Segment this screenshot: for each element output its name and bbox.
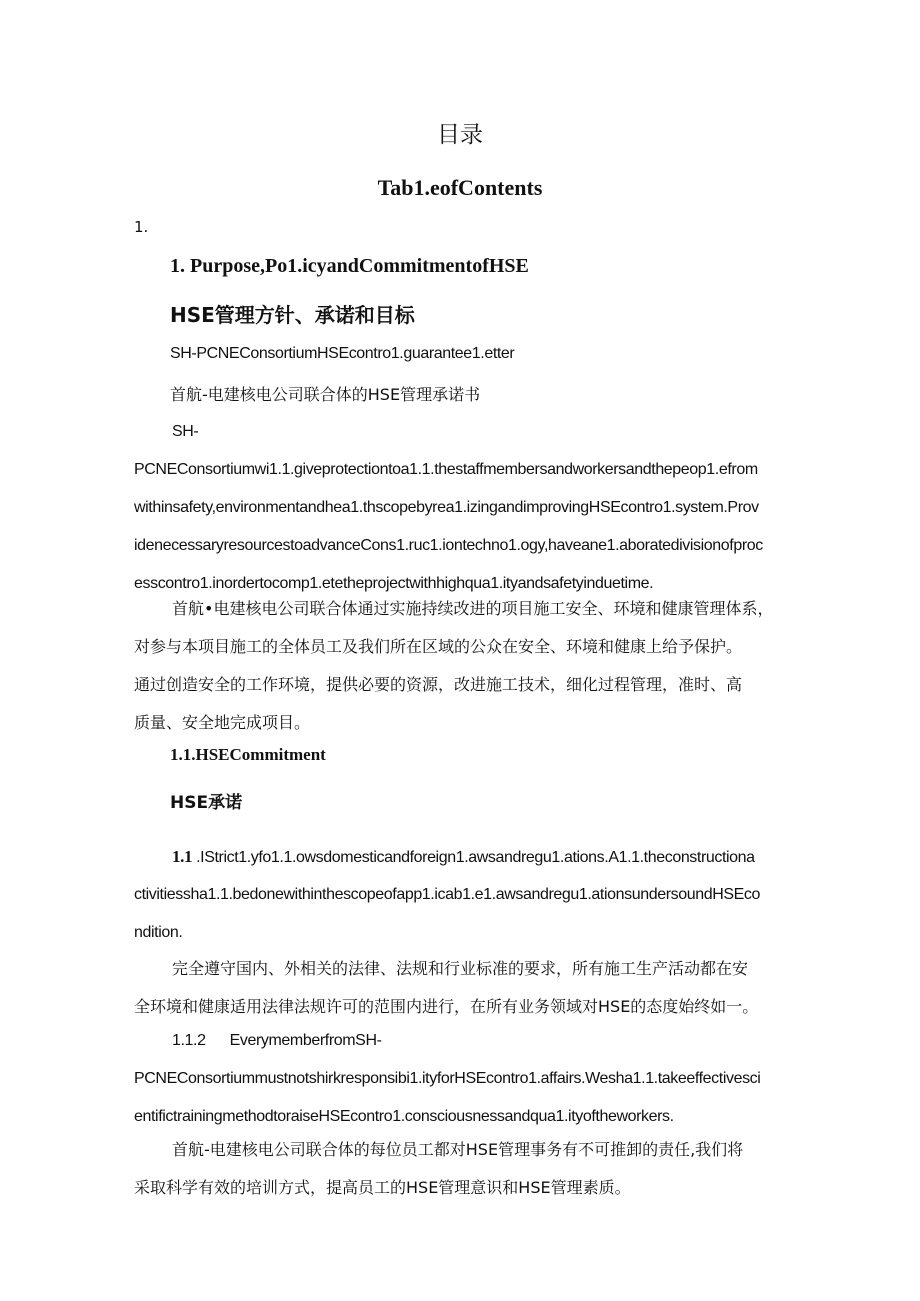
item-2-number: 1.1.2: [172, 1032, 206, 1049]
letter-title-zh: 首航-电建核电公司联合体的HSE管理承诺书: [170, 385, 481, 404]
item-2-text: EverymemberfromSH-: [229, 1032, 382, 1049]
para-line: ndition.: [134, 924, 183, 941]
para-line: idenecessaryresourcestoadvanceCons1.ruc1.iontechno1.ogy,haveane1.aboratedivisionofproc: [134, 537, 763, 554]
para-line: 完全遵守国内、外相关的法律、法规和行业标准的要求，所有施工生产活动都在安: [172, 959, 749, 978]
item-1-paragraph-zh: [134, 950, 790, 1026]
para-line: 采取科学有效的培训方式，提高员工的HSE管理意识和HSE管理素质。: [134, 1178, 631, 1197]
para-line: ctivitiessha1.1.bedonewithinthescopeofapp1.icab1.e1.awsandregu1.ationsundersoundHSEco: [134, 886, 761, 903]
para-line: 对参与本项目施工的全体员工及我们所在区域的公众在安全、环境和健康上给予保护。: [134, 637, 743, 656]
item-2-paragraph-zh: [134, 1131, 790, 1207]
item-1-paragraph-en: [134, 838, 790, 952]
item-1-text: .IStrict1.yfo1.1.owsdomesticandforeign1.awsandregu1.ations.A1.1.theconstructiona: [192, 849, 755, 866]
para-line: 质量、安全地完成项目。: [134, 713, 311, 732]
subsection-heading-zh: HSE承诺: [170, 793, 243, 813]
toc-title-zh: 目录: [437, 122, 483, 148]
item-2-paragraph-en: [134, 1022, 790, 1136]
para-line: 首航•电建核电公司联合体通过实施持续改进的项目施工安全、环境和健康管理体系，: [172, 599, 774, 618]
commitment-paragraph-zh: [134, 590, 790, 742]
section-heading-en: 1. Purpose,Po1.icyandCommitmentofHSE: [170, 255, 529, 277]
para-line: esscontro1.inordertocomp1.etetheprojectwithhighqua1.ityandsafetyinduetime.: [134, 575, 654, 592]
para-line: [134, 1022, 790, 1060]
toc-title-en: Tab1.eofContents: [377, 175, 543, 200]
para-line: PCNEConsortiummustnotshirkresponsibi1.ityforHSEcontro1.affairs.Wesha1.1.takeeffectivesci: [134, 1070, 761, 1087]
para-line: [134, 838, 790, 876]
para-line: PCNEConsortiumwi1.1.giveprotectiontoa1.1.thestaffmembersandworkersandthepeop1.efrom: [134, 461, 758, 478]
para-line: entifictrainingmethodtoraiseHSEcontro1.consciousnessandqua1.ityoftheworkers.: [134, 1108, 674, 1125]
toc-number: 1.: [134, 218, 149, 236]
para-line: 全环境和健康适用法律法规许可的范围内进行，在所有业务领域对HSE的态度始终如一。: [134, 997, 759, 1016]
subsection-heading-en: 1.1.HSECommitment: [170, 745, 326, 764]
para-line: 首航-电建核电公司联合体的每位员工都对HSE管理事务有不可推卸的责任,我们将: [172, 1140, 744, 1159]
letter-title-en: SH-PCNEConsortiumHSEcontro1.guarantee1.etter: [170, 345, 515, 362]
item-1-number: 1.1: [172, 847, 193, 866]
para-line: 通过创造安全的工作环境，提供必要的资源，改进施工技术，细化过程管理，准时、高: [134, 675, 743, 694]
para-line: SH-: [172, 423, 199, 440]
para-line: withinsafety,environmentandhea1.thscopebyrea1.izingandimprovingHSEcontro1.system.Prov: [134, 499, 759, 516]
section-heading-zh: HSE管理方针、承诺和目标: [170, 303, 415, 327]
commitment-paragraph-en: [134, 413, 790, 603]
